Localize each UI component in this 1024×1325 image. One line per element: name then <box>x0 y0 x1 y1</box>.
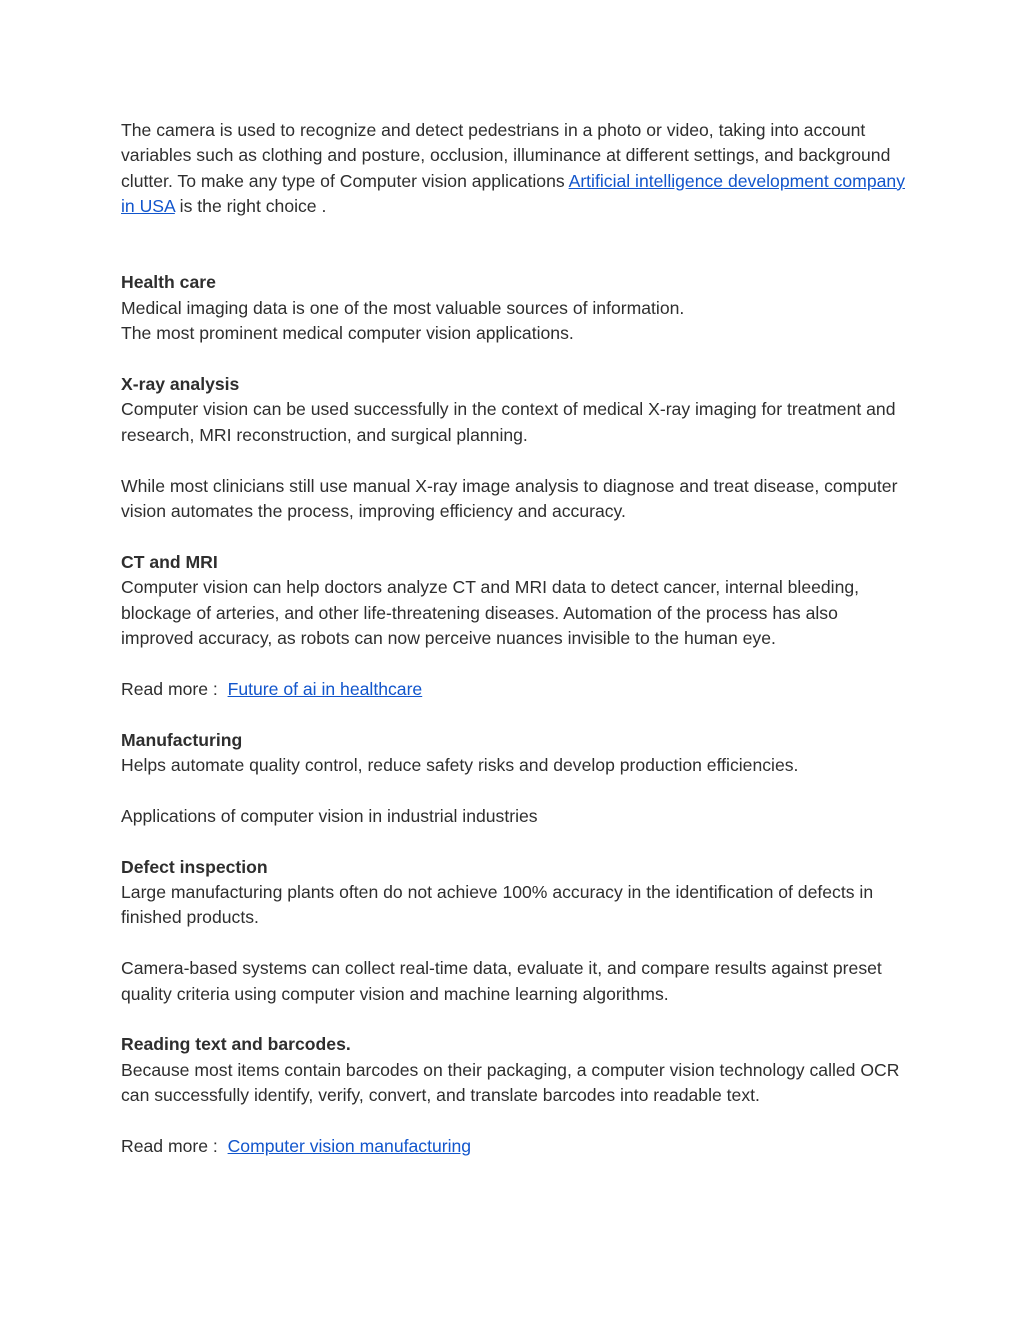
ct-mri-paragraph: Computer vision can help doctors analyze CT and MRI data to detect cancer, internal bleeding, blockage of arteries, and other life-threatening diseases. Automation of the process has also improved accuracy, as robots can now perceive nuances invisible to the human eye. <box>121 577 860 649</box>
barcodes-paragraph: Because most items contain barcodes on their packaging, a computer vision technology called OCR can successfully identify, verify, convert, and translate barcodes into readable text. <box>121 1059 900 1106</box>
ai-development-company-link[interactable]: Artificial intelligence development company in USA <box>121 170 905 217</box>
read-more-manufacturing <box>121 1134 911 1159</box>
health-care-line-2: The most prominent medical computer vision applications. <box>121 323 574 344</box>
defect-inspection-heading: Defect inspection <box>121 856 268 877</box>
health-care-line-1: Medical imaging data is one of the most valuable sources of information. <box>121 297 685 318</box>
intro-text-after: is the right choice . <box>174 196 327 217</box>
computer-vision-manufacturing-link[interactable]: Computer vision manufacturing <box>227 1136 472 1157</box>
defect-inspection-paragraph-1: Large manufacturing plants often do not achieve 100% accuracy in the identification of defects in finished products. <box>121 882 874 928</box>
xray-heading: X-ray analysis <box>121 374 240 395</box>
manufacturing-applications-line: Applications of computer vision in industrial industries <box>121 805 538 826</box>
intro-paragraph <box>121 118 911 220</box>
document-page <box>121 118 911 1159</box>
xray-paragraph-2: While most clinicians still use manual X-ray image analysis to diagnose and treat disease, computer vision automates the process, improving efficiency and accuracy. <box>121 475 898 522</box>
read-more-label: Read more : <box>121 1136 228 1157</box>
barcodes-heading: Reading text and barcodes. <box>121 1034 351 1055</box>
health-care-heading: Health care <box>121 272 216 293</box>
read-more-label: Read more : <box>121 678 228 699</box>
intro-text: The camera is used to recognize and detect pedestrians in a photo or video, taking into account variables such as clothing and posture, occlusion, illuminance at different settings, and background clutter. To make any type of Computer vision applications <box>121 120 891 191</box>
ct-mri-heading: CT and MRI <box>121 551 218 572</box>
manufacturing-heading: Manufacturing <box>121 729 243 750</box>
future-of-ai-in-healthcare-link[interactable]: Future of ai in healthcare <box>227 678 423 699</box>
manufacturing-paragraph: Helps automate quality control, reduce safety risks and develop production efficiencies. <box>121 755 799 776</box>
defect-inspection-paragraph-2: Camera-based systems can collect real-time data, evaluate it, and compare results against preset quality criteria using computer vision and machine learning algorithms. <box>121 958 882 1004</box>
read-more-healthcare <box>121 677 911 702</box>
xray-paragraph-1: Computer vision can be used successfully in the context of medical X-ray imaging for treatment and research, MRI reconstruction, and surgical planning. <box>121 399 896 445</box>
